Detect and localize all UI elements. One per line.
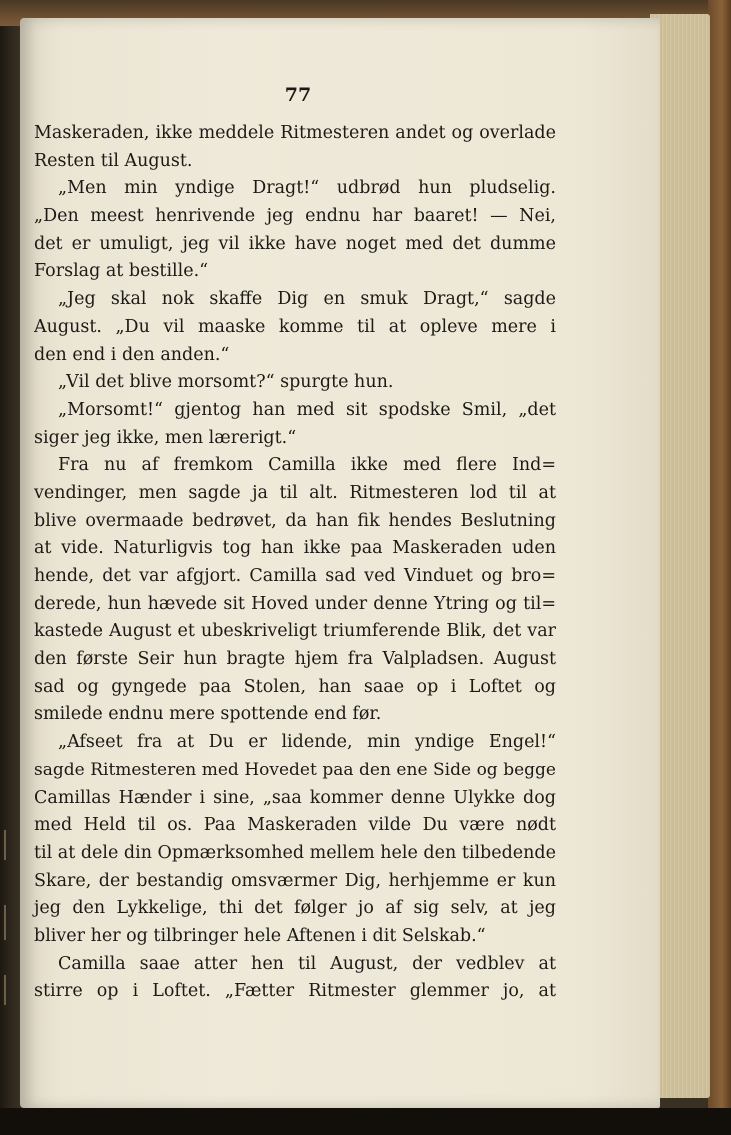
page-text [34, 80, 556, 1006]
text-line: „Den meest henrivende jeg endnu har baaret! — Nei, [34, 206, 556, 227]
text-line: Forslag at bestille.“ [34, 261, 209, 282]
text-line: derede, hun hævede sit Hoved under denne Ytring og til= [34, 593, 556, 614]
book-cover-edge [708, 0, 731, 1135]
text-line: Camillas Hænder i sine, „saa kommer denne Ulykke dog [34, 787, 556, 808]
text-line: smilede endnu mere spottende end før. [34, 704, 382, 725]
text-line: „Vil det blive morsomt?“ spurgte hun. [58, 372, 394, 393]
text-line: vendinger, men sagde ja til alt. Ritmesteren lod til at [34, 482, 556, 503]
page-number: 77 [284, 84, 312, 106]
text-line: sad og gyngede paa Stolen, han saae op i Loftet og [34, 676, 556, 697]
text-line: kastede August et ubeskriveligt triumferende Blik, det var [34, 621, 556, 642]
text-line: blive overmaade bedrøvet, da han fik hendes Beslutning [34, 510, 556, 531]
text-line: bliver her og tilbringer hele Aftenen i dit Selskab.“ [34, 925, 486, 946]
text-line: Skare, der bestandig omsværmer Dig, herhjemme er kun [34, 870, 556, 891]
text-line: Camilla saae atter hen til August, der vedblev at [58, 953, 556, 974]
text-line: August. „Du vil maaske komme til at opleve mere i [34, 316, 556, 337]
text-line: den end i den anden.“ [34, 344, 230, 365]
text-line: det er umuligt, jeg vil ikke have noget med det dumme [34, 233, 556, 254]
text-line: Resten til August. [34, 150, 193, 171]
text-line: den første Seir hun bragte hjem fra Valpladsen. August [34, 649, 556, 670]
text-line: til at dele din Opmærksomhed mellem hele den tilbedende [34, 842, 556, 863]
text-line: hende, det var afgjort. Camilla sad ved Vinduet og bro= [34, 566, 556, 586]
binding-mark [4, 905, 6, 940]
text-line: stirre op i Loftet. „Fætter Ritmester glemmer jo, at [34, 981, 556, 1002]
binding-mark [4, 975, 6, 1005]
text-line: jeg den Lykkelige, thi det følger jo af sig selv, at jeg [34, 898, 556, 919]
scan-bottom-edge [0, 1108, 731, 1135]
binding-marks [0, 0, 14, 1135]
text-line: Maskeraden, ikke meddele Ritmesteren andet og overlade [34, 123, 556, 143]
text-lines [34, 120, 556, 1006]
text-line: siger jeg ikke, men lærerigt.“ [34, 427, 297, 448]
text-line: med Held til os. Paa Maskeraden vilde Du være nødt [34, 815, 556, 836]
text-line: at vide. Naturligvis tog han ikke paa Maskeraden uden [34, 538, 556, 559]
text-line: „Jeg skal nok skaffe Dig en smuk Dragt,“ sagde [58, 289, 556, 310]
text-line: „Men min yndige Dragt!“ udbrød hun pludselig. [58, 178, 556, 199]
binding-mark [4, 830, 6, 860]
text-line: sagde Ritmesteren med Hovedet paa den ene Side og begge [34, 759, 556, 780]
text-line: „Morsomt!“ gjentog han med sit spodske Smil, „det [58, 399, 556, 420]
text-line: „Afseet fra at Du er lidende, min yndige Engel!“ [58, 732, 556, 753]
text-line: Fra nu af fremkom Camilla ikke med flere Ind= [58, 455, 556, 476]
